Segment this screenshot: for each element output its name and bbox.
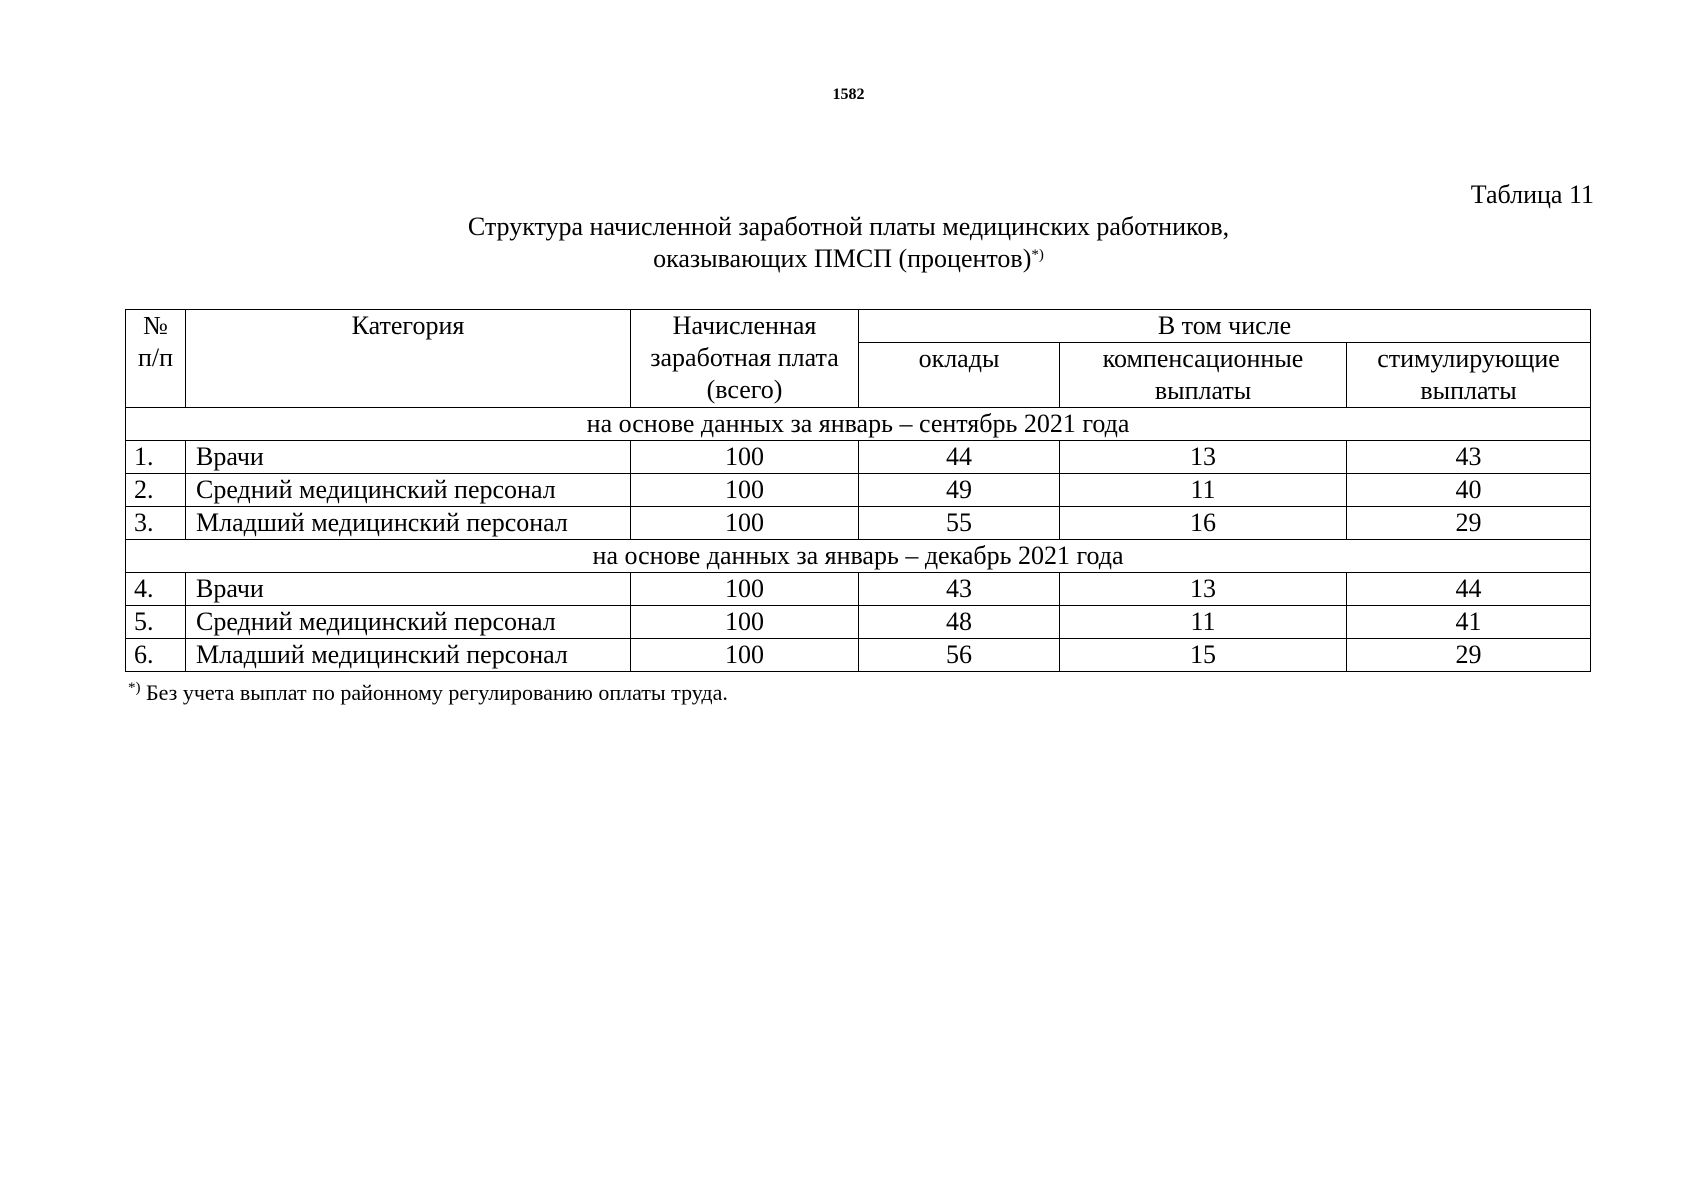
header-incentive bbox=[1347, 343, 1591, 408]
header-including: В том числе bbox=[859, 310, 1591, 343]
table-row bbox=[126, 606, 1591, 639]
header-salaries: оклады bbox=[859, 343, 1060, 408]
section-label: на основе данных за январь – сентябрь 2021 года bbox=[126, 408, 1591, 441]
cell-compensation: 16 bbox=[1060, 507, 1347, 540]
cell-salaries: 56 bbox=[859, 639, 1060, 672]
cell-total: 100 bbox=[631, 573, 859, 606]
cell-incentive: 44 bbox=[1347, 573, 1591, 606]
table-header bbox=[126, 310, 1591, 408]
cell-incentive: 29 bbox=[1347, 639, 1591, 672]
table-title-line2-text: оказывающих ПМСП (процентов) bbox=[653, 244, 1032, 273]
cell-num: 1. bbox=[126, 441, 186, 474]
header-num bbox=[126, 310, 186, 408]
cell-num: 6. bbox=[126, 639, 186, 672]
cell-total: 100 bbox=[631, 441, 859, 474]
header-category: Категория bbox=[186, 310, 631, 408]
table-row bbox=[126, 441, 1591, 474]
cell-incentive: 43 bbox=[1347, 441, 1591, 474]
table-title-line1: Структура начисленной заработной платы медицинских работников, bbox=[467, 212, 1230, 241]
cell-num: 5. bbox=[126, 606, 186, 639]
footnote-marker: *) bbox=[128, 680, 141, 696]
footnote-text: Без учета выплат по районному регулированию оплаты труда. bbox=[140, 680, 728, 705]
header-compensation bbox=[1060, 343, 1347, 408]
header-incentive-line1: стимулирующие bbox=[1377, 344, 1560, 373]
cell-total: 100 bbox=[631, 474, 859, 507]
cell-category: Средний медицинский персонал bbox=[186, 606, 631, 639]
table-title bbox=[0, 211, 1697, 275]
cell-salaries: 44 bbox=[859, 441, 1060, 474]
header-incentive-line2: выплаты bbox=[1420, 376, 1517, 405]
cell-num: 4. bbox=[126, 573, 186, 606]
cell-incentive: 29 bbox=[1347, 507, 1591, 540]
table-row bbox=[126, 507, 1591, 540]
cell-category: Врачи bbox=[186, 441, 631, 474]
cell-total: 100 bbox=[631, 639, 859, 672]
cell-num: 2. bbox=[126, 474, 186, 507]
header-compensation-line1: компенсационные bbox=[1102, 344, 1304, 373]
table-row bbox=[126, 474, 1591, 507]
cell-category: Средний медицинский персонал bbox=[186, 474, 631, 507]
cell-category: Младший медицинский персонал bbox=[186, 507, 631, 540]
section-row bbox=[126, 408, 1591, 441]
table-label: Таблица 11 bbox=[1470, 180, 1594, 209]
cell-compensation: 11 bbox=[1060, 606, 1347, 639]
header-num-line1: № bbox=[143, 311, 168, 340]
header-total-line3: (всего) bbox=[706, 375, 783, 404]
header-compensation-line2: выплаты bbox=[1154, 376, 1252, 405]
header-total bbox=[631, 310, 859, 408]
cell-compensation: 11 bbox=[1060, 474, 1347, 507]
cell-compensation: 13 bbox=[1060, 573, 1347, 606]
cell-compensation: 15 bbox=[1060, 639, 1347, 672]
cell-salaries: 55 bbox=[859, 507, 1060, 540]
cell-num: 3. bbox=[126, 507, 186, 540]
table-title-line2 bbox=[0, 243, 1697, 275]
cell-category: Врачи bbox=[186, 573, 631, 606]
cell-incentive: 41 bbox=[1347, 606, 1591, 639]
section-row bbox=[126, 540, 1591, 573]
cell-salaries: 43 bbox=[859, 573, 1060, 606]
page-number: 1582 bbox=[832, 86, 865, 103]
section-label: на основе данных за январь – декабрь 2021 года bbox=[126, 540, 1591, 573]
header-total-line2: заработная плата bbox=[650, 343, 839, 372]
cell-total: 100 bbox=[631, 606, 859, 639]
cell-salaries: 48 bbox=[859, 606, 1060, 639]
cell-incentive: 40 bbox=[1347, 474, 1591, 507]
cell-compensation: 13 bbox=[1060, 441, 1347, 474]
header-num-line2: п/п bbox=[137, 343, 174, 372]
table-row bbox=[126, 639, 1591, 672]
salary-structure-table bbox=[125, 309, 1591, 672]
title-footnote-marker: *) bbox=[1031, 247, 1044, 263]
table-body bbox=[126, 408, 1591, 672]
header-total-line1: Начисленная bbox=[672, 311, 817, 340]
cell-total: 100 bbox=[631, 507, 859, 540]
table-row bbox=[126, 573, 1591, 606]
footnote bbox=[128, 680, 728, 706]
cell-salaries: 49 bbox=[859, 474, 1060, 507]
cell-category: Младший медицинский персонал bbox=[186, 639, 631, 672]
